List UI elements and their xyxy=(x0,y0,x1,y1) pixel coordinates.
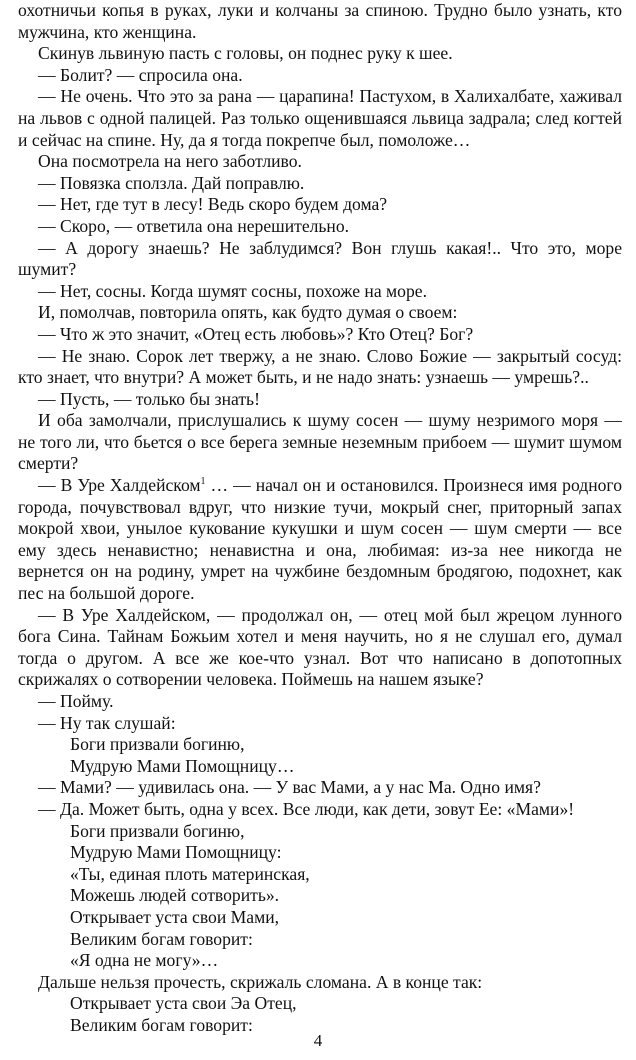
verse-line: Великим богам говорит: xyxy=(70,1014,253,1035)
verse-line: «Ты, единая плоть материнская, xyxy=(70,863,310,884)
dialogue-line: — Да. Может быть, одна у всех. Все люди, как дети, зовут Ее: «Мами»! xyxy=(38,798,575,819)
dialogue-line: — Пойму. xyxy=(38,691,114,711)
paragraph: И, помолчав, повторила опять, как будто думая о своем: xyxy=(38,302,458,323)
paragraph: И оба замолчали, прислушались к шуму сосен — шуму незримого моря — не того ли, что бьется о все берега земные неземным прибоем — шумит шумом смерти? xyxy=(18,410,622,474)
dialogue-line: — Не знаю. Сорок лет твержу, а не знаю. Слово Божие — закрытый сосуд: кто знает, что внутри? А может быть, и не надо знать: узнаешь — умрешь?.. xyxy=(18,345,622,388)
verse-line: Открывает уста свои Эа Отец, xyxy=(70,993,297,1014)
verse-line: Можешь людей сотворить». xyxy=(70,885,280,906)
page-number: 4 xyxy=(313,1031,323,1050)
dialogue-line: — Мами? — удивилась она. — У вас Мами, а у нас Ма. Одно имя? xyxy=(38,777,541,798)
paragraph: Дальше нельзя прочесть, скрижаль сломана. А в конце так: xyxy=(38,971,483,992)
verse-line: Открывает уста свои Мами, xyxy=(70,906,280,927)
dialogue-line: — А дорогу знаешь? Не заблудимся? Вон глушь какая!.. Что это, море шумит? xyxy=(18,237,622,280)
dialogue-line: — Нет, сосны. Когда шумят сосны, похоже на море. xyxy=(38,280,427,301)
verse-line: Великим богам говорит: xyxy=(70,928,253,949)
paragraph-start: — В Уре Халдейском xyxy=(38,475,201,496)
dialogue-line: — Что ж это значит, «Отец есть любовь»? Кто Отец? Бог? xyxy=(38,323,474,344)
page-body xyxy=(18,0,622,1037)
dialogue-line: — Скоро, — ответила она нерешительно. xyxy=(38,215,350,236)
verse-line: Мудрую Мами Помощницу… xyxy=(70,755,295,776)
paragraph-with-footnote xyxy=(18,475,622,605)
verse-line: Боги призвали богиню, xyxy=(70,820,245,841)
dialogue-line: — Не очень. Что это за рана — царапина! Пастухом, в Халихалбате, хаживал на львов с одной палицей. Раз только ощенившаяся львица задрала; след когтей и сейчас на спине. Ну, да я тогда покрепче был, помоложе… xyxy=(18,86,622,150)
paragraph: охотничьи копья в руках, луки и колчаны за спиною. Трудно было узнать, кто мужчина, кто женщина. xyxy=(18,0,622,42)
dialogue-line: — Пусть, — только бы знать! xyxy=(38,388,260,409)
paragraph-rest: … — начал он и остановился. Произнеся имя родного города, почувствовал вдруг, что низкие тучи, мокрый снег, приторный запах мокрой хвои, унылое кукование кукушки и шум сосен — шум смерти — все ему здесь ненавистно; ненавистна и она, любимая: из-за нее никогда не вернется он на родину, умрет на чужбине бездомным бродягою, подохнет, как пес на большой дороге. xyxy=(18,475,622,604)
dialogue-line: — Нет, где тут в лесу! Ведь скоро будем дома? xyxy=(38,194,388,215)
verse-line: Мудрую Мами Помощницу: xyxy=(70,842,282,863)
dialogue-line: — Повязка сползла. Дай поправлю. xyxy=(38,172,305,193)
paragraph: Скинув львиную пасть с головы, он поднес руку к шее. xyxy=(38,43,453,64)
paragraph: — В Уре Халдейском, — продолжал он, — отец мой был жрецом лунного бога Сина. Тайнам Божьим хотел и меня научить, но я не слушал его, думал тогда о другом. А все же кое-что узнал. Вот что написано в допотопных скрижалях о сотворении человека. Поймешь на нашем языке? xyxy=(18,604,622,690)
footnote-mark: 1 xyxy=(200,476,206,488)
dialogue-line: — Болит? — спросила она. xyxy=(38,64,243,85)
paragraph: Она посмотрела на него заботливо. xyxy=(38,151,302,172)
verse-line: Боги призвали богиню, xyxy=(70,734,245,755)
dialogue-line: — Ну так слушай: xyxy=(38,712,176,733)
verse-line: «Я одна не могу»… xyxy=(70,950,219,971)
